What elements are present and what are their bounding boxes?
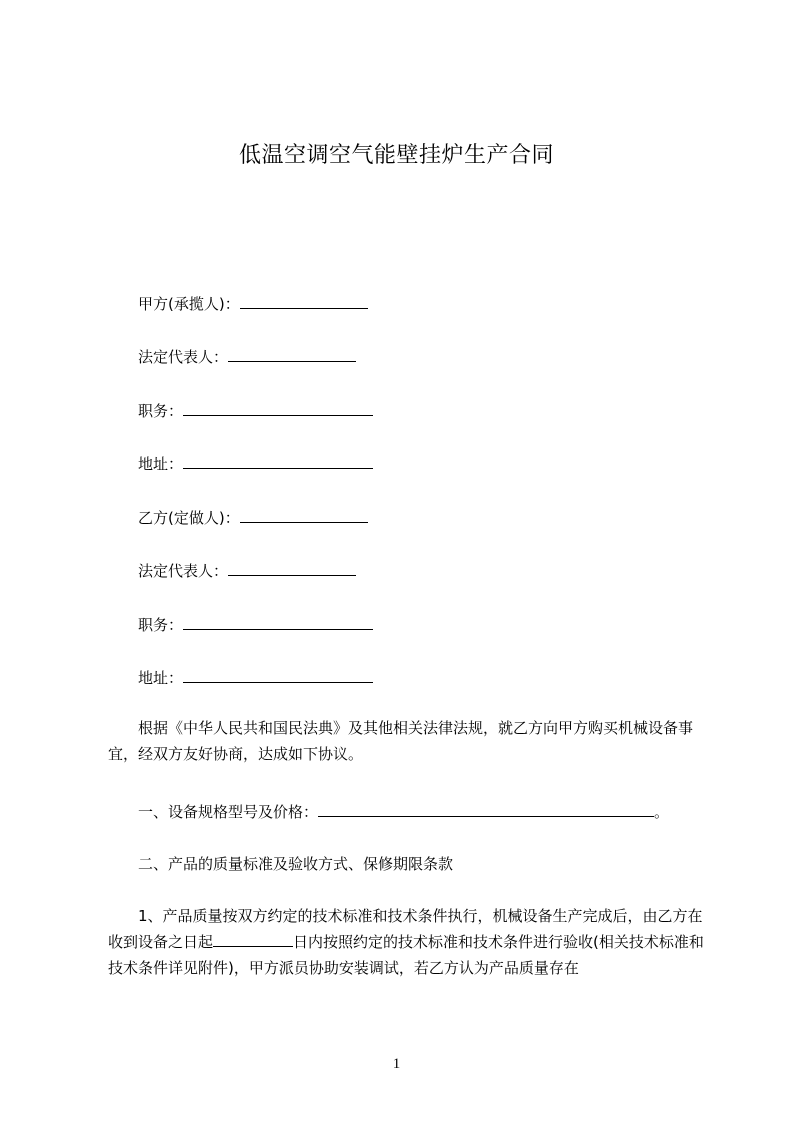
intro-text: 根据《中华人民共和国民法典》及其他相关法律法规，就乙方向甲方购买机械设备事宜，经双方友好协商，达成如下协议。: [108, 719, 694, 763]
fill-blank[interactable]: [183, 613, 373, 630]
fill-blank[interactable]: [183, 399, 373, 416]
fill-blank[interactable]: [240, 506, 368, 523]
fill-blank[interactable]: [318, 800, 654, 817]
section1-end: 。: [654, 803, 670, 821]
party-b-position-field: [138, 613, 373, 636]
page-number: 1: [392, 1056, 401, 1072]
field-label: 法定代表人：: [138, 562, 229, 580]
fill-blank[interactable]: [240, 292, 368, 309]
clause1-text-part1: 1、产品质量按双方约定的技术标准和技术条件执行，机械设备生产完成后，由乙方在收到设备之日起: [108, 907, 703, 951]
party-a-legal-rep-field: [138, 345, 356, 368]
field-label: 甲方(承揽人)：: [138, 295, 240, 313]
section2-heading: 二、产品的质量标准及验收方式、保修期限条款: [138, 855, 454, 873]
field-label: 职务：: [138, 616, 184, 634]
field-label: 法定代表人：: [138, 348, 229, 366]
clause1-text-part2: 日内按照约定的技术标准和技术条件进行验收(相关技术标准和技术条件详见附件)，甲方派员协助安装调试，若乙方认为产品质量存在: [108, 933, 704, 977]
field-label: 地址：: [138, 455, 184, 473]
fill-blank[interactable]: [183, 452, 373, 469]
intro-paragraph: [108, 715, 714, 767]
field-label: 职务：: [138, 402, 184, 420]
fill-blank[interactable]: [228, 559, 356, 576]
fill-blank[interactable]: [228, 345, 356, 362]
party-b-name-field: [138, 506, 368, 529]
party-b-address-field: [138, 666, 373, 689]
section1-price-field: [138, 800, 669, 823]
field-label: 地址：: [138, 669, 184, 687]
party-a-name-field: [138, 292, 368, 315]
party-b-legal-rep-field: [138, 559, 356, 582]
section1-label: 一、设备规格型号及价格：: [138, 803, 319, 821]
party-a-address-field: [138, 452, 373, 475]
clause1-paragraph: [108, 903, 714, 981]
party-a-position-field: [138, 399, 373, 422]
fill-blank[interactable]: [183, 666, 373, 683]
days-blank[interactable]: [213, 930, 293, 947]
document-title: 低温空调空气能壁挂炉生产合同: [238, 143, 554, 168]
field-label: 乙方(定做人)：: [138, 509, 240, 527]
